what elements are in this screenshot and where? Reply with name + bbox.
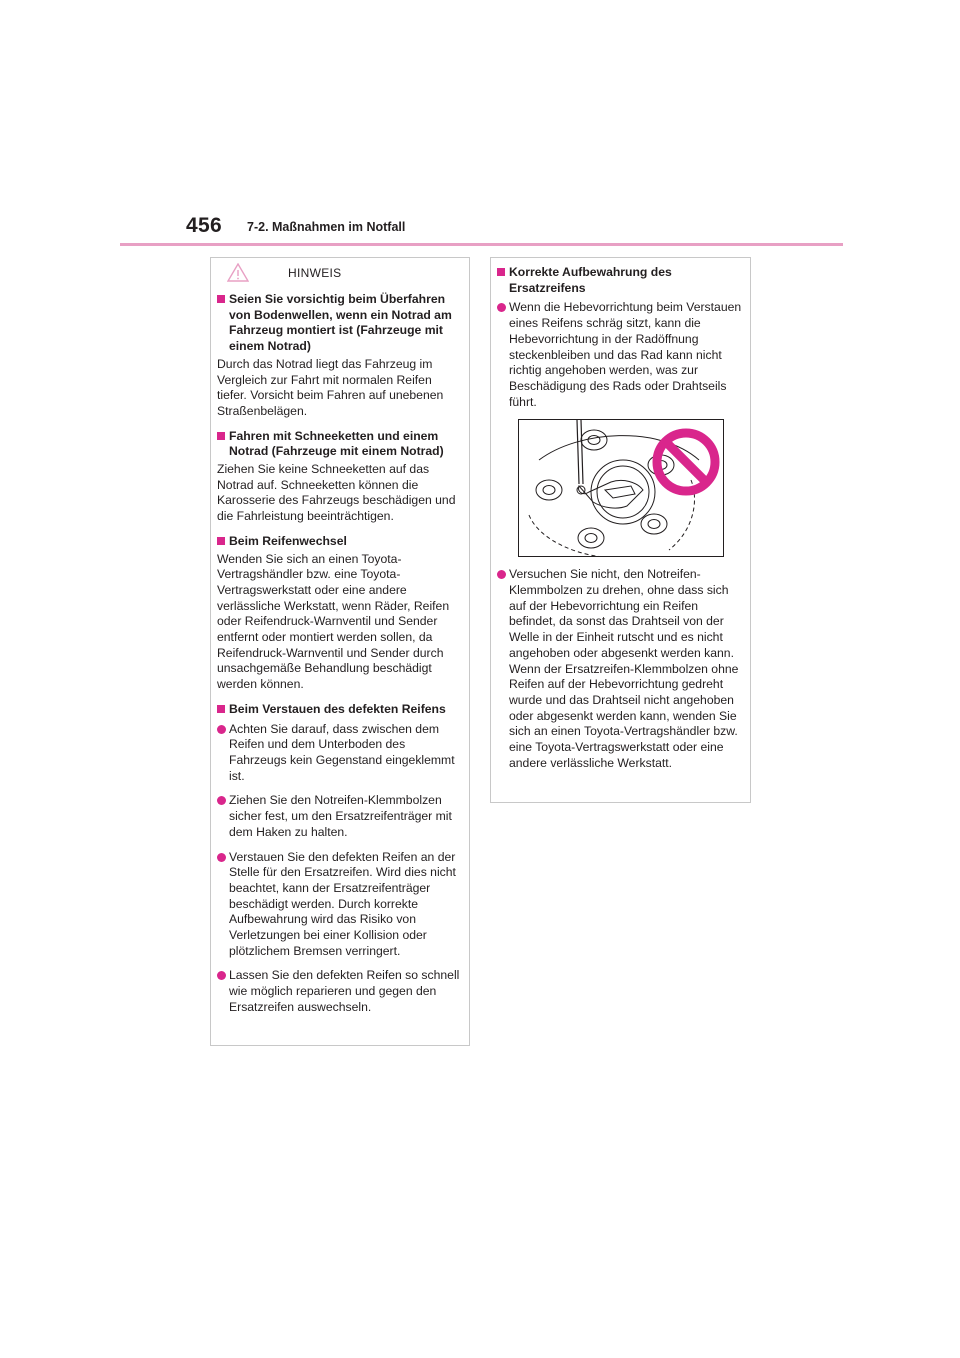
square-bullet-icon [217, 705, 225, 713]
storage-notice-box [490, 257, 751, 803]
square-bullet-icon [217, 295, 225, 303]
round-bullet-icon [497, 570, 506, 579]
list-item: Ziehen Sie den Notreifen-Klemmbolzen sicher fest, um den Ersatzreifenträger mit dem Haken zu halten. [217, 793, 463, 840]
round-bullet-icon [497, 303, 506, 312]
notice-header [211, 258, 469, 286]
list-item: Lassen Sie den defekten Reifen so schnell wie möglich reparieren und gegen den Ersatzreifen auswechseln. [217, 968, 463, 1015]
square-bullet-icon [217, 537, 225, 545]
header-rule [120, 243, 843, 246]
section-heading: Beim Verstauen des defekten Reifens [217, 702, 463, 718]
notice-section [217, 292, 463, 420]
list-item: Wenn die Hebevorrichtung beim Verstauen eines Reifens schräg sitzt, kann die Hebevorrichtung in der Radöffnung steckenbleiben und das Rad kann nicht richtig angehoben werden, was zur Beschädigung des Rads oder Drahtseils führt. [497, 300, 744, 410]
list-item: Versuchen Sie nicht, den Notreifen-Klemmbolzen zu drehen, ohne dass sich auf der Hebevorrichtung ein Reifen befindet, da sonst das Drahtseil von der Welle in der Einheit rutscht und es nicht angehoben oder abgesenkt werden kann. Wenn der Ersatzreifen-Klemmbolzen ohne Reifen auf der Hebevorrichtung gedreht wurde und das Drahtseil nicht angehoben oder abgesenkt werden kann, wenden Sie sich an einen Toyota-Vertragshändler bzw. eine Toyota-Vertragswerkstatt oder eine andere verlässliche Werkstatt. [497, 567, 744, 771]
square-bullet-icon [497, 268, 505, 276]
round-bullet-icon [217, 725, 226, 734]
notice-label: HINWEIS [288, 266, 342, 280]
section-heading: Fahren mit Schneeketten und einem Notrad (Fahrzeuge mit einem Notrad) [217, 429, 463, 460]
notice-section [217, 534, 463, 693]
list-item: Verstauen Sie den defekten Reifen an der Stelle für den Ersatzreifen. Wird dies nicht beachtet, kann der Ersatzreifenträger beschädigt werden. Durch korrekte Aufbewahrung wird das Risiko von Verletzungen bei einer Kollision oder plötzlichem Bremsen verringert. [217, 850, 463, 960]
round-bullet-icon [217, 971, 226, 980]
wheel-hub-drawing [519, 420, 724, 557]
spare-tire-hoist-illustration [518, 419, 724, 557]
section-heading: Beim Reifenwechsel [217, 534, 463, 550]
section-heading: Korrekte Aufbewahrung des Ersatzreifens [497, 265, 744, 296]
notice-section [217, 702, 463, 1016]
section-heading: Seien Sie vorsichtig beim Überfahren von Bodenwellen, wenn ein Notrad am Fahrzeug montiert ist (Fahrzeuge mit einem Notrad) [217, 292, 463, 355]
round-bullet-icon [217, 853, 226, 862]
round-bullet-icon [217, 796, 226, 805]
warning-triangle-icon [227, 263, 249, 282]
section-text: Wenden Sie sich an einen Toyota-Vertragshändler bzw. eine Toyota-Vertragswerkstatt oder eine andere verlässliche Werkstatt, wenn Räder, Reifen oder Reifendruck-Warnventil und Sender entfernt oder montiert werden sollen, da Reifendruck-Warnventil und Sender durch unsachgemäße Behandlung beschädigt werden können. [217, 551, 450, 692]
page-number: 456 [186, 214, 222, 237]
square-bullet-icon [217, 432, 225, 440]
notice-section [217, 429, 463, 525]
list-item: Achten Sie darauf, dass zwischen dem Reifen und dem Unterboden des Fahrzeugs kein Gegenstand eingeklemmt ist. [217, 722, 463, 785]
notice-box [210, 257, 470, 1046]
section-text: Durch das Notrad liegt das Fahrzeug im Vergleich zur Fahrt mit normalen Reifen tiefer. Vorsicht beim Fahren auf unebenen Straßenbelägen. [217, 356, 444, 418]
section-text: Ziehen Sie keine Schneeketten auf das Notrad auf. Schneeketten können die Karosserie des Fahrzeugs beschädigen und die Fahrleistung beeinträchtigen. [217, 462, 456, 524]
section-title: 7-2. Maßnahmen im Notfall [247, 220, 406, 234]
